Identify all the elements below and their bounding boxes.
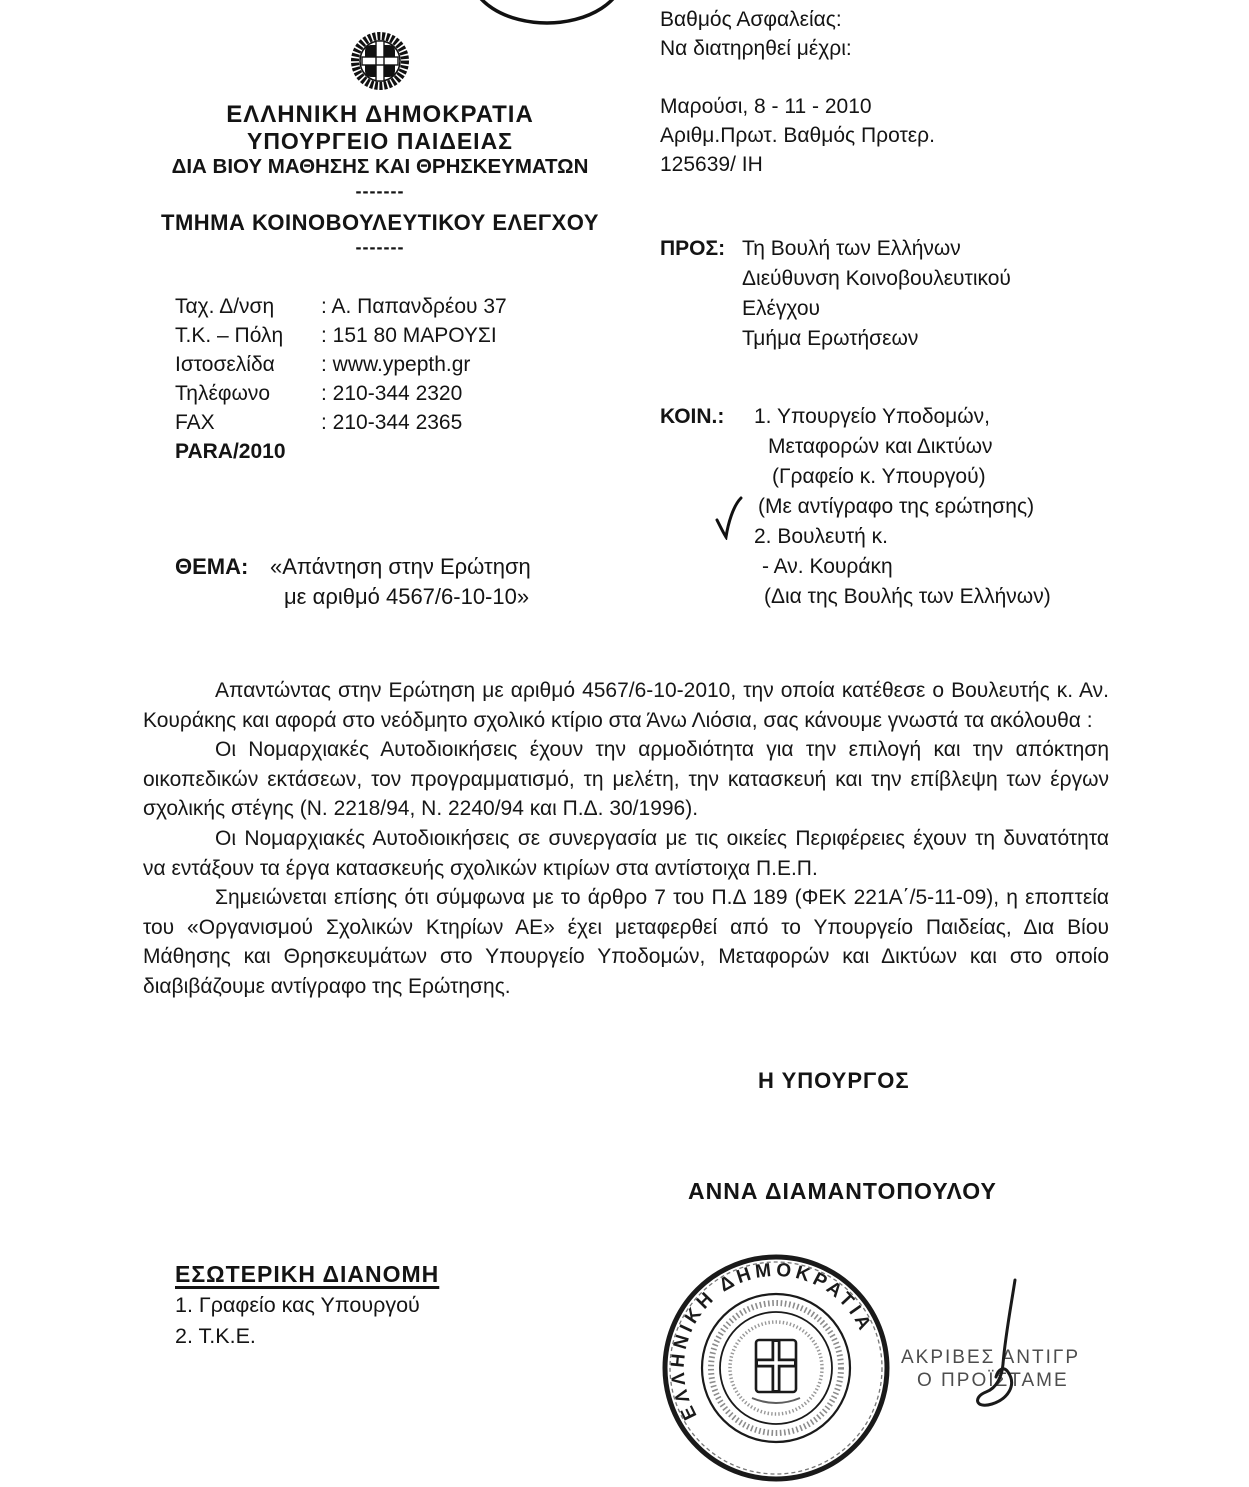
letterhead [130,28,630,258]
contact-value: : 151 80 ΜΑΡΟΥΣΙ [321,324,497,347]
cc-label: ΚΟΙΝ.: [660,405,725,428]
letterhead-ministry-2: ΔΙΑ ΒΙΟΥ ΜΑΘΗΣΗΣ ΚΑΙ ΘΡΗΣΚΕΥΜΑΤΩΝ [171,155,589,178]
cc-line: (Δια της Βουλής των Ελλήνων) [764,585,1051,608]
certify-line: Ο ΠΡΟΪΣΤΑΜΕ [917,1370,1069,1391]
official-round-seal [656,1246,896,1487]
cc-line: - Αν. Κουράκη [762,555,893,578]
cc-line: (Γραφείο κ. Υπουργού) [772,465,986,488]
subject-line: «Απάντηση στην Ερώτηση [270,554,531,579]
contact-value: : 210-344 2365 [321,411,463,434]
contact-row-postal [175,321,565,350]
recipient-block [660,234,1140,354]
letterhead-republic: ΕΛΛΗΝΙΚΗ ΔΗΜΟΚΡΑΤΙΑ [226,101,534,128]
distribution-item: 2. Τ.Κ.Ε. [175,1324,256,1348]
contact-label: Ταχ. Δ/νση [175,295,275,318]
contact-label: Ιστοσελίδα [175,353,275,376]
signatory-name: ΑΝΝΑ ΔΙΑΜΑΝΤΟΠΟΥΛΟΥ [688,1178,997,1204]
recipient-label: ΠΡΟΣ: [660,237,726,260]
handwritten-checkmark-icon [714,496,744,540]
contact-value: : Α. Παπανδρέου 37 [321,295,507,318]
contact-label: FAX [175,411,215,434]
protocol-label: Αριθμ.Πρωτ. Βαθμός Προτερ. [660,124,935,147]
letterhead-divider: ------- [355,237,405,257]
recipient-line: Ελέγχου [742,297,820,320]
contact-value: : 210-344 2320 [321,382,463,405]
seal-center-emblem [752,1340,800,1403]
cc-lines [754,402,1051,612]
security-block [660,5,852,63]
subject-line: με αριθμό 4567/6-10-10» [284,584,530,609]
body-paragraph: Απαντώντας στην Ερώτηση με αριθμό 4567/6-10-2010, την οποία κατέθεσε ο Βουλευτής κ. Αν. Κουράκης και αφορά στο νεόδμητο σχολικό κτίριο στα Άνω Λιόσια, σας κάνουμε γνωστά τα ακόλουθα : [143,679,1109,732]
internal-distribution-block [175,1259,439,1352]
seal-ring-text: ΕΛΛΗΝΙΚΗ ΔΗΜΟΚΡΑΤΙΑ [667,1259,877,1423]
contact-row-fax [175,408,565,437]
recipient-line: Τμήμα Ερωτήσεων [742,327,919,350]
signatory-title: Η ΥΠΟΥΡΓΟΣ [758,1068,910,1093]
letterhead-divider: ------- [355,181,405,201]
recipient-lines [742,234,1011,354]
body-paragraph: Οι Νομαρχιακές Αυτοδιοικήσεις έχουν την αρμοδιότητα για την επιλογή και την απόκτηση οικοπεδικών εκτάσεων, τον προγραμματισμό, τη μελέτη, την κατασκευή και την επίβλεψη των έργων σχολικής στέγης (Ν. 2218/94, Ν. 2240/94 και Π.Δ. 30/1996). [143,738,1109,821]
body-paragraph: Οι Νομαρχιακές Αυτοδιοικήσεις σε συνεργασία με τις οικείες Περιφέρειες έχουν τη δυνατότητα να εντάξουν τα έργα κατασκευής σχολικών κτιρίων στα αντίστοιχα Π.Ε.Π. [143,826,1109,880]
recipient-line: Τη Βουλή των Ελλήνων [742,237,961,260]
contact-info-block [175,292,565,466]
cc-line: Μεταφορών και Δικτύων [768,435,993,458]
subject-lines [270,552,531,612]
contact-row-address [175,292,565,321]
letterhead-ministry-1: ΥΠΟΥΡΓΕΙΟ ΠΑΙΔΕΙΑΣ [246,128,513,154]
letter-body [143,676,1109,1002]
cc-line: (Με αντίγραφο της ερώτησης) [758,495,1035,518]
greek-coat-of-arms-icon [350,28,410,94]
place-and-date: Μαρούσι, 8 - 11 - 2010 [660,95,872,118]
contact-row-website [175,350,565,379]
distribution-item: 1. Γραφείο κας Υπουργού [175,1293,420,1317]
contact-row-phone [175,379,565,408]
reference-code: PARA/2010 [175,440,286,463]
subject-block [175,552,531,612]
body-paragraph: Σημειώνεται επίσης ότι σύμφωνα με το άρθρο 7 του Π.Δ 189 (ΦΕΚ 221Α΄/5-11-09), η εποπτεία του «Οργανισμού Σχολικών Κτηρίων ΑΕ» έχει μεταφερθεί από το Υπουργείο Παιδείας, Δια Βίου Μάθησης και Θρησκευμάτων στο Υπουργείο Υποδομών, Μεταφορών και Δικτύων και στο οποίο διαβιβάζουμε αντίγραφο της Ερώτησης. [143,886,1109,998]
subject-label: ΘΕΜΑ: [175,554,249,579]
letterhead-department: ΤΜΗΜΑ ΚΟΙΝΟΒΟΥΛΕΥΤΙΚΟΥ ΕΛΕΓΧΟΥ [161,210,599,235]
security-label: Βαθμός Ασφαλείας: [660,8,842,31]
certify-line: ΑΚΡΙΒΕΣ ΑΝΤΙΓΡ [901,1347,1081,1368]
date-protocol-block [660,92,935,179]
cc-line: 2. Βουλευτή κ. [754,525,889,548]
contact-value: : www.ypepth.gr [321,353,471,376]
distribution-heading: ΕΣΩΤΕΡΙΚΗ ΔΙΑΝΟΜΗ [175,1261,440,1287]
cc-line: 1. Υπουργείο Υποδομών, [754,405,991,428]
contact-label: Τηλέφωνο [175,382,271,405]
handwritten-signature [955,1276,1070,1414]
protocol-number: 125639/ ΙΗ [660,153,763,176]
recipient-line: Διεύθυνση Κοινοβουλευτικού [742,267,1011,290]
retain-until-label: Να διατηρηθεί μέχρι: [660,37,852,60]
contact-label: Τ.Κ. – Πόλη [175,324,284,347]
